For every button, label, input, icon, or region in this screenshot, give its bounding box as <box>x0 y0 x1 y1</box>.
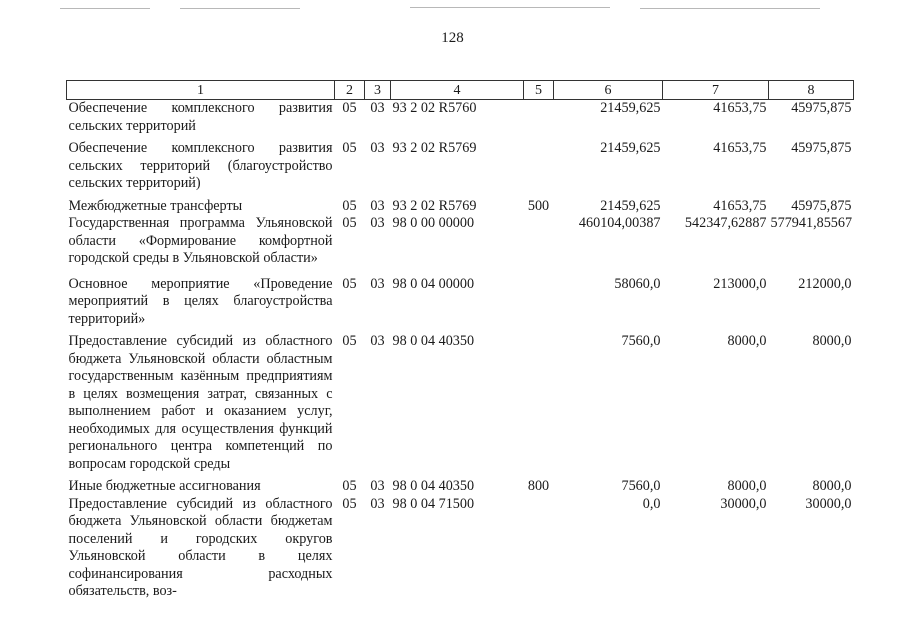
row-value-6: 21459,625 <box>600 100 661 116</box>
header-col-2: 2 <box>335 81 365 100</box>
row-expense-type: 500 <box>527 197 550 214</box>
row-value-8: 212000,0 <box>798 275 852 292</box>
row-expense-type <box>524 100 554 141</box>
row-value-7: 41653,75 <box>713 197 767 214</box>
header-col-8: 8 <box>769 81 854 100</box>
row-section: 05 <box>342 333 357 349</box>
row-target-code: 98 0 04 71500 <box>392 495 475 512</box>
row-value-6: 7560,0 <box>621 333 661 349</box>
row-value-8: 8000,0 <box>812 478 852 494</box>
row-subsection: 03 <box>370 140 385 156</box>
row-subsection: 03 <box>370 100 385 116</box>
row-name: Основное мероприятие «Проведение мероприятий в целях благоустройства территорий» <box>68 275 333 327</box>
row-name: Обеспечение комплексного развития сельских территорий (благоустройство сельских территорий) <box>68 140 333 191</box>
row-value-7: 8000,0 <box>727 478 767 494</box>
row-expense-type <box>524 333 554 478</box>
row-value-8: 45975,875 <box>791 140 852 156</box>
row-value-6: 21459,625 <box>600 197 661 214</box>
row-value-6: 0,0 <box>642 495 661 512</box>
row-section: 05 <box>342 100 357 116</box>
row-section: 05 <box>342 197 357 214</box>
row-value-8: 30000,0 <box>805 495 852 512</box>
row-subsection: 03 <box>370 275 385 292</box>
table-row <box>67 333 854 478</box>
table-row <box>67 198 854 216</box>
header-col-5: 5 <box>524 81 554 100</box>
row-subsection: 03 <box>370 495 385 512</box>
row-target-code: 98 0 04 40350 <box>392 478 475 494</box>
row-subsection: 03 <box>370 333 385 349</box>
header-col-4: 4 <box>391 81 524 100</box>
row-name: Межбюджетные трансферты <box>68 197 243 214</box>
row-value-7: 542347,62887 <box>684 215 767 231</box>
scan-artifact <box>410 7 610 8</box>
table-row <box>67 276 854 334</box>
row-value-6: 460104,00387 <box>578 215 661 231</box>
row-value-7: 30000,0 <box>720 495 767 512</box>
row-subsection: 03 <box>370 478 385 494</box>
table-row <box>67 496 854 601</box>
header-col-6: 6 <box>554 81 663 100</box>
row-target-code: 98 0 04 00000 <box>392 275 475 292</box>
table-header-row <box>67 81 854 100</box>
page-number: 128 <box>441 30 464 46</box>
row-section: 05 <box>342 478 357 494</box>
row-expense-type: 800 <box>527 478 550 494</box>
row-value-7: 213000,0 <box>713 275 767 292</box>
table-row <box>67 215 854 276</box>
row-target-code: 93 2 02 R5760 <box>392 100 477 116</box>
row-value-8: 45975,875 <box>791 100 852 116</box>
row-expense-type <box>524 496 554 601</box>
row-value-6: 7560,0 <box>621 478 661 494</box>
row-value-8: 577941,85567 <box>770 215 853 231</box>
row-target-code: 98 0 04 40350 <box>392 333 475 349</box>
budget-table <box>66 80 854 601</box>
row-expense-type <box>524 215 554 276</box>
row-section: 05 <box>342 140 357 156</box>
row-target-code: 98 0 00 00000 <box>392 215 475 231</box>
row-value-7: 8000,0 <box>727 333 767 349</box>
row-name: Иные бюджетные ассигнования <box>68 478 261 494</box>
row-subsection: 03 <box>370 197 385 214</box>
table-row <box>67 140 854 198</box>
header-col-1: 1 <box>67 81 335 100</box>
table-row <box>67 478 854 496</box>
scan-artifact <box>640 8 820 9</box>
row-section: 05 <box>342 495 357 512</box>
row-name: Предоставление субсидий из областного бюджета Ульяновской области бюджетам поселений и городских округов Ульяновской области в целях софинансирования расходных обязательств, воз- <box>68 495 333 599</box>
row-name: Предоставление субсидий из областного бюджета Ульяновской области областным государственным казённым предприятиям в целях возмещения затрат, связанных с выполнением работ и оказанием услуг, необходимых для осуществления функций регионального центра компетенций по вопросам городской среды <box>68 333 333 472</box>
scan-artifact <box>180 8 300 9</box>
row-value-6: 21459,625 <box>600 140 661 156</box>
scan-artifact <box>60 8 150 9</box>
row-value-6: 58060,0 <box>614 275 661 292</box>
row-section: 05 <box>342 275 357 292</box>
row-value-8: 45975,875 <box>791 197 852 214</box>
row-target-code: 93 2 02 R5769 <box>392 140 477 156</box>
row-value-7: 41653,75 <box>713 100 767 116</box>
row-value-8: 8000,0 <box>812 333 852 349</box>
row-expense-type <box>524 276 554 334</box>
table-row <box>67 100 854 141</box>
row-name: Государственная программа Ульяновской области «Формирование комфортной городской среды в Ульяновской области» <box>68 215 333 266</box>
row-value-7: 41653,75 <box>713 140 767 156</box>
row-section: 05 <box>342 215 357 231</box>
row-name: Обеспечение комплексного развития сельских территорий <box>68 100 333 134</box>
row-subsection: 03 <box>370 215 385 231</box>
row-expense-type <box>524 140 554 198</box>
header-col-7: 7 <box>663 81 769 100</box>
row-target-code: 93 2 02 R5769 <box>392 197 477 214</box>
header-col-3: 3 <box>365 81 391 100</box>
